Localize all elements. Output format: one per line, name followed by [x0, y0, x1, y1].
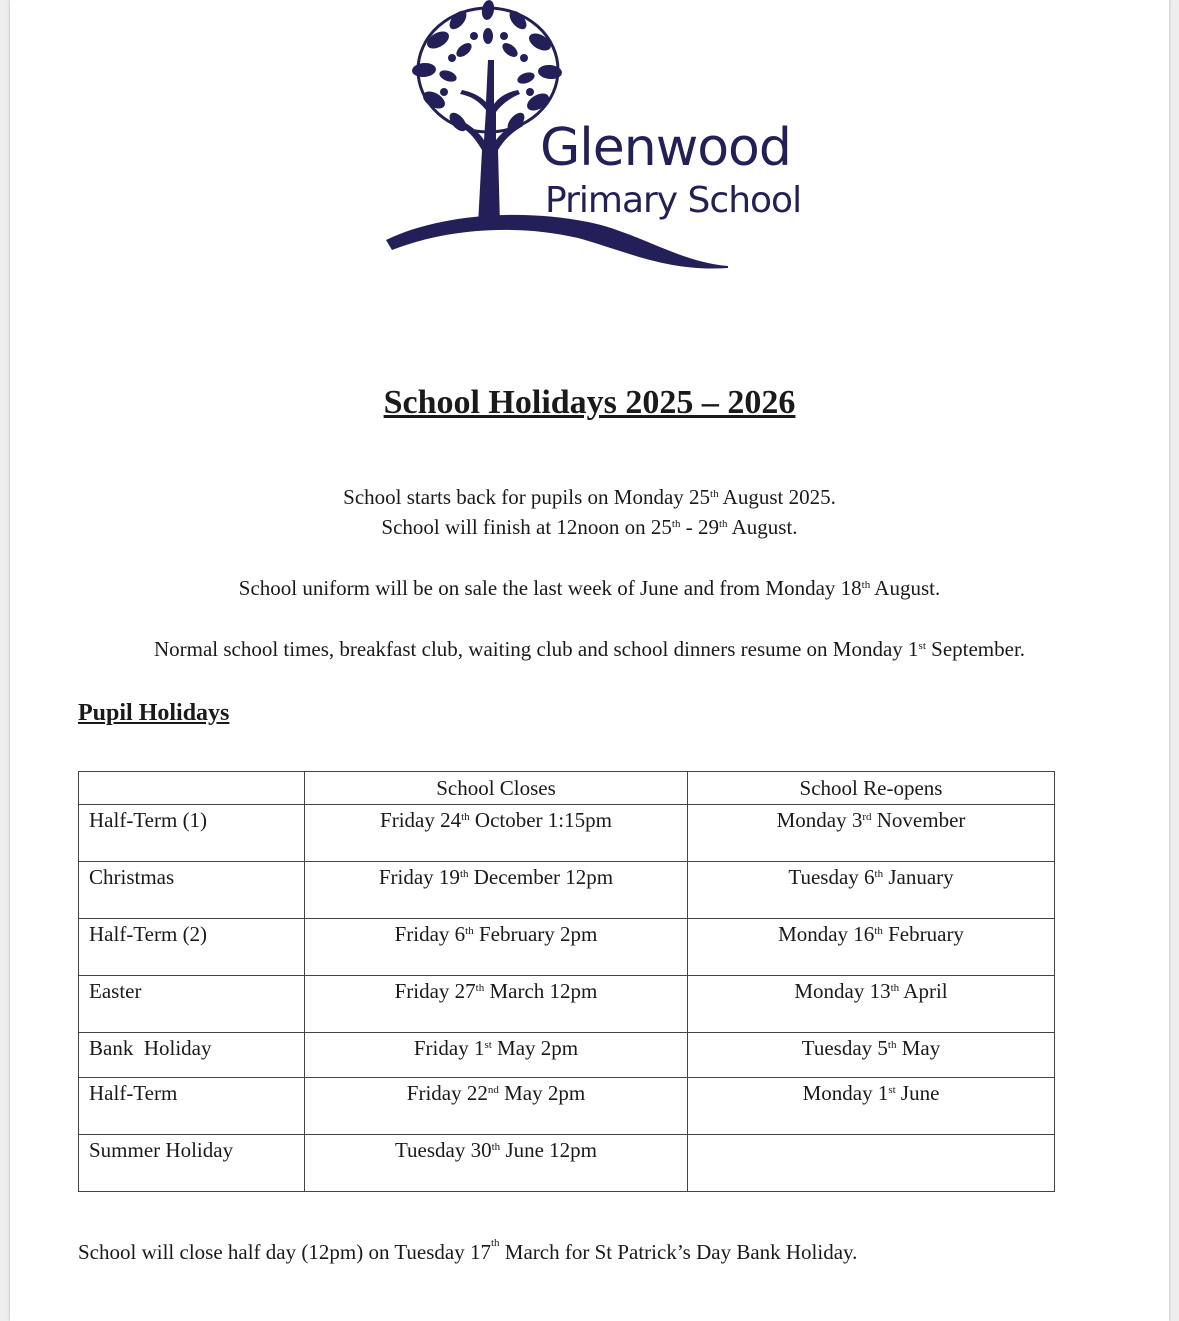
header-school-reopens: School Re-opens [688, 772, 1055, 805]
document-page [10, 0, 1169, 1321]
row-reopens [688, 1135, 1055, 1192]
table-row [79, 1033, 1055, 1078]
row-name: Summer Holiday [79, 1135, 305, 1192]
row-closes: Friday 22nd May 2pm [305, 1078, 688, 1135]
row-reopens: Monday 3rd November [688, 805, 1055, 862]
intro-line-1: School starts back for pupils on Monday 25th August 2025. [343, 485, 836, 509]
row-reopens: Monday 13th April [688, 976, 1055, 1033]
row-closes: Friday 27th March 12pm [305, 976, 688, 1033]
row-reopens: Monday 16th February [688, 919, 1055, 976]
row-reopens: Tuesday 6th January [688, 862, 1055, 919]
table-row [79, 862, 1055, 919]
table-row [79, 919, 1055, 976]
row-name: Half-Term [79, 1078, 305, 1135]
row-closes: Friday 19th December 12pm [305, 862, 688, 919]
row-name: Bank Holiday [79, 1033, 305, 1078]
logo-subtitle: Primary School [545, 180, 802, 221]
row-name: Christmas [79, 862, 305, 919]
page-title: School Holidays 2025 – 2026 [383, 384, 796, 421]
row-closes: Friday 6th February 2pm [305, 919, 688, 976]
row-name: Half-Term (2) [79, 919, 305, 976]
intro-line-3: School uniform will be on sale the last week of June and from Monday 18th August. [238, 576, 941, 600]
row-closes: Friday 1st May 2pm [305, 1033, 688, 1078]
table-row [79, 805, 1055, 862]
table-header-row [79, 772, 1055, 805]
intro-line-2: School will finish at 12noon on 25th - 29th August. [381, 515, 798, 539]
footer-note: School will close half day (12pm) on Tuesday 17th March for St Patrick’s Day Bank Holiday. [78, 1237, 858, 1264]
row-closes: Tuesday 30th June 12pm [305, 1135, 688, 1192]
table-row [79, 1135, 1055, 1192]
table-row [79, 976, 1055, 1033]
row-reopens: Monday 1st June [688, 1078, 1055, 1135]
table-row [79, 1078, 1055, 1135]
row-closes: Friday 24th October 1:15pm [305, 805, 688, 862]
holidays-table [78, 771, 1055, 1192]
header-school-closes: School Closes [305, 772, 688, 805]
section-heading: Pupil Holidays [78, 700, 230, 726]
row-name: Easter [79, 976, 305, 1033]
header-blank [79, 772, 305, 805]
logo-name: Glenwood [540, 118, 791, 178]
row-name: Half-Term (1) [79, 805, 305, 862]
row-reopens: Tuesday 5th May [688, 1033, 1055, 1078]
intro-line-4: Normal school times, breakfast club, waiting club and school dinners resume on Monday 1st September. [153, 637, 1026, 661]
